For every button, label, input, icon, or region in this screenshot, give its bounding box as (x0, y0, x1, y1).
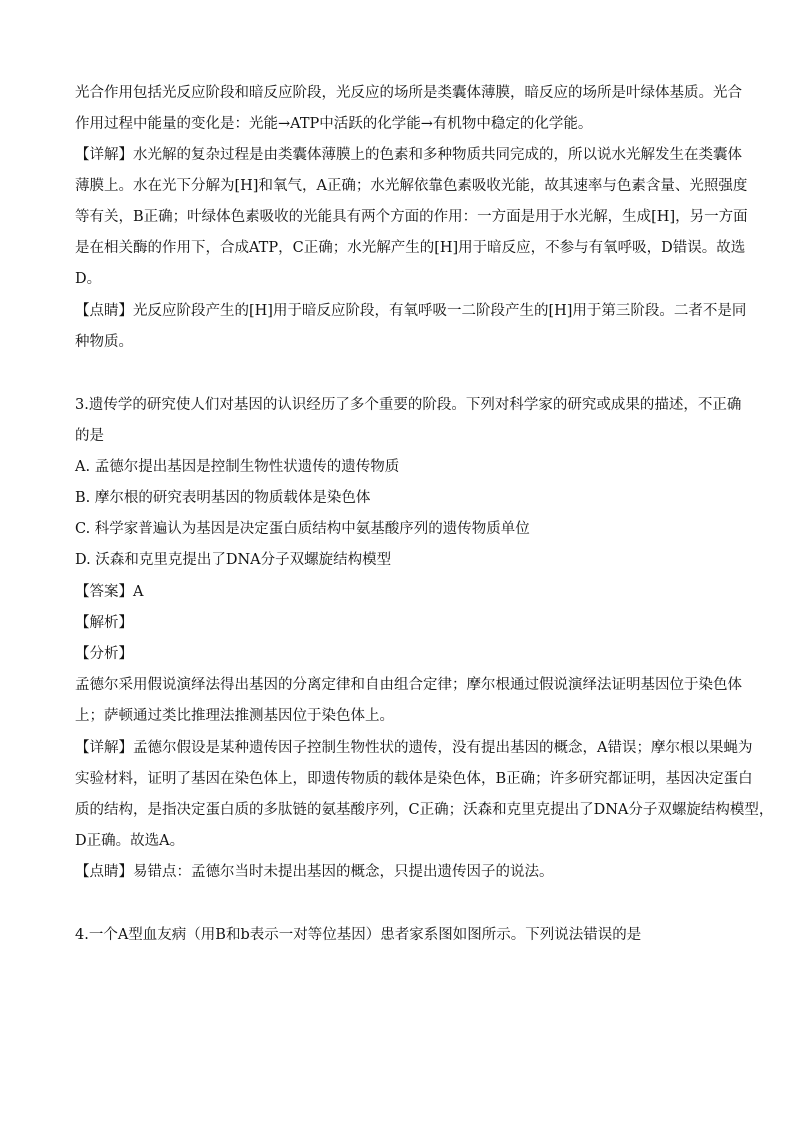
text-line: 种物质。 (75, 334, 133, 350)
option-a: A. 孟德尔提出基因是控制生物性状遗传的遗传物质 (75, 459, 400, 475)
text-line: D正确。故选A。 (75, 833, 185, 849)
text-line: 质的结构，是指决定蛋白质的多肽链的氨基酸序列，C正确；沃森和克里克提出了DNA分子双螺旋结构模型， (75, 802, 774, 818)
answer-label: 【答案】A (75, 584, 144, 600)
text-line: 【点睛】光反应阶段产生的[H]用于暗反应阶段，有氧呼吸一二阶段产生的[H]用于第三阶段。二者不是同 (75, 303, 747, 319)
option-b: B. 摩尔根的研究表明基因的物质载体是染色体 (75, 490, 371, 506)
question-3-stem: 3.遗传学的研究使人们对基因的认识经历了多个重要的阶段。下列对科学家的研究或成果的描述，不正确 (75, 397, 742, 413)
text-line: 【详解】水光解的复杂过程是由类囊体薄膜上的色素和多种物质共同完成的，所以说水光解发生在类囊体 (75, 147, 742, 163)
text-line: 是在相关酶的作用下，合成ATP，C正确；水光解产生的[H]用于暗反应，不参与有氧呼吸，D错误。故选 (75, 240, 746, 256)
text-line: 【详解】孟德尔假设是某种遗传因子控制生物性状的遗传，没有提出基因的概念，A错误；摩尔根以果蝇为 (75, 740, 753, 756)
text-line: D。 (75, 271, 102, 287)
text-line: 【点睛】易错点：孟德尔当时未提出基因的概念，只提出遗传因子的说法。 (75, 864, 554, 880)
option-d: D. 沃森和克里克提出了DNA分子双螺旋结构模型 (75, 552, 392, 568)
text-line: 薄膜上。水在光下分解为[H]和氧气，A正确；水光解依靠色素吸收光能，故其速率与色素含量、光照强度 (75, 178, 748, 194)
question-3-stem: 的是 (75, 428, 104, 444)
text-line: 等有关，B正确；叶绿体色素吸收的光能具有两个方面的作用：一方面是用于水光解，生成[H]，另一方面 (75, 209, 748, 225)
text-line: 孟德尔采用假说演绎法得出基因的分离定律和自由组合定律；摩尔根通过假说演绎法证明基因位于染色体 (75, 677, 742, 693)
text-line: 实验材料，证明了基因在染色体上，即遗传物质的载体是染色体，B正确；许多研究都证明，基因决定蛋白 (75, 771, 753, 787)
analysis-label: 【解析】 (75, 615, 133, 631)
option-c: C. 科学家普遍认为基因是决定蛋白质结构中氨基酸序列的遗传物质单位 (75, 521, 530, 537)
text-line: 上；萨顿通过类比推理法推测基因位于染色体上。 (75, 708, 394, 724)
text-line: 光合作用包括光反应阶段和暗反应阶段，光反应的场所是类囊体薄膜，暗反应的场所是叶绿体基质。光合 (75, 85, 742, 101)
text-line: 作用过程中能量的变化是：光能→ATP中活跃的化学能→有机物中稳定的化学能。 (75, 116, 593, 132)
question-4-stem: 4.一个A型血友病（用B和b表示一对等位基因）患者家系图如图所示。下列说法错误的是 (75, 927, 642, 943)
analysis-sub-label: 【分析】 (75, 646, 133, 662)
